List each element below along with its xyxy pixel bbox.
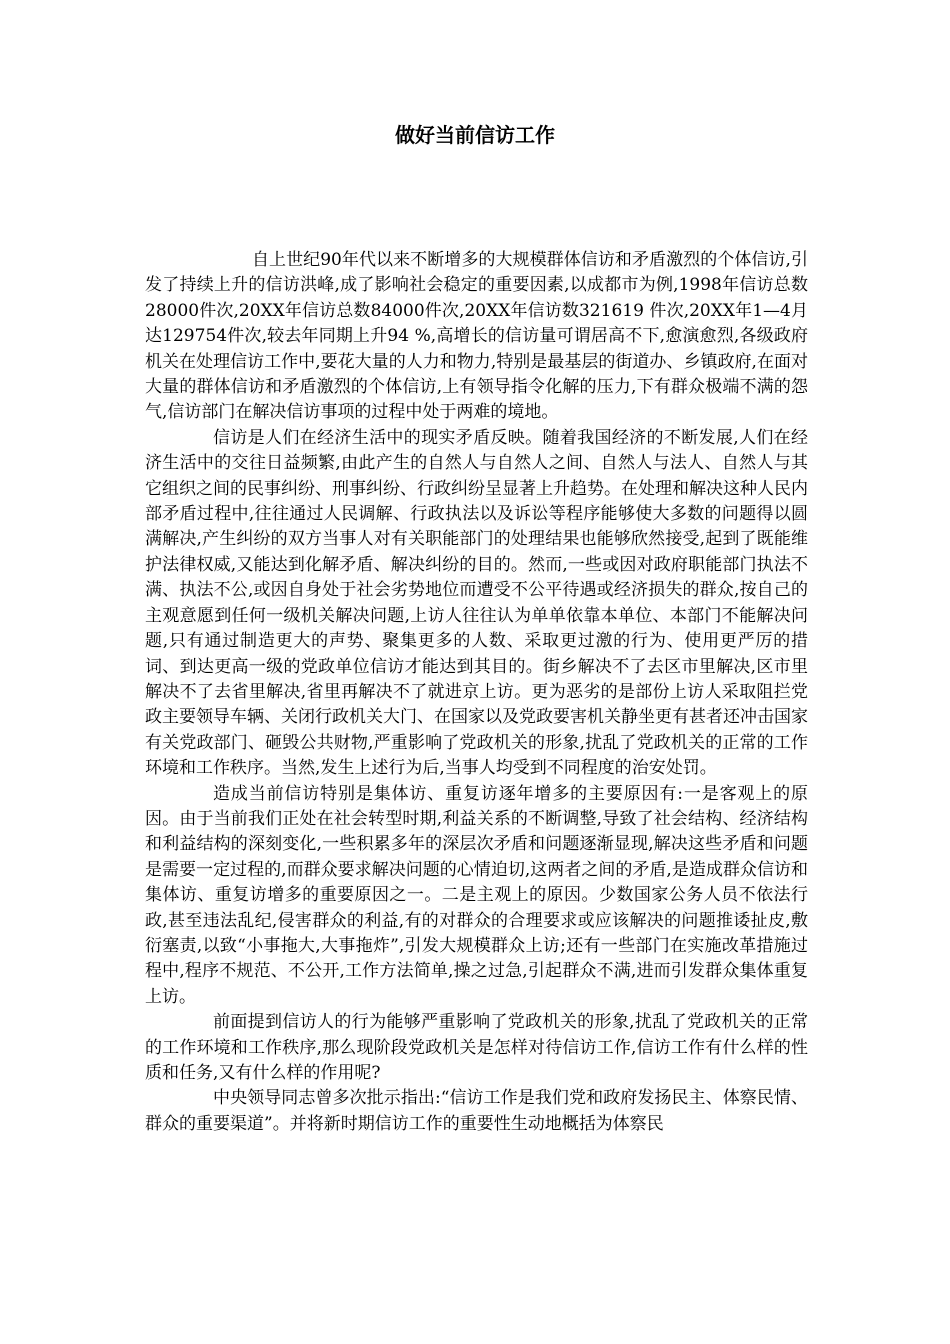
document-title: 做好当前信访工作 [395,123,555,147]
paragraph-4: 前面提到信访人的行为能够严重影响了党政机关的形象,扰乱了党政机关的正常的工作环境和工作秩序,那么现阶段党政机关是怎样对待信访工作,信访工作有什么样的性质和任务,又有什么样的作用呢? [145,1012,808,1083]
document-body [145,248,808,1137]
paragraph-5: 中央领导同志曾多次批示指出:“信访工作是我们党和政府发扬民主、体察民情、群众的重要渠道”。并将新时期信访工作的重要性生动地概括为体察民 [145,1088,808,1134]
paragraph-2: 信访是人们在经济生活中的现实矛盾反映。随着我国经济的不断发展,人们在经济生活中的交往日益频繁,由此产生的自然人与自然人之间、自然人与法人、自然人与其它组织之间的民事纠纷、刑事纠纷、行政纠纷呈显著上升趋势。在处理和解决这种人民内部矛盾过程中,往往通过人民调解、行政执法以及诉讼等程序能够使大多数的问题得以圆满解决,产生纠纷的双方当事人对有关职能部门的处理结果也能够欣然接受,起到了既能维护法律权威,又能达到化解矛盾、解决纠纷的目的。然而,一些或因对政府职能部门执法不满、执法不公,或因自身处于社会劣势地位而遭受不公平待遇或经济损失的群众,按自己的主观意愿到任何一级机关解决问题,上访人往往认为单单依靠本单位、本部门不能解决问题,只有通过制造更大的声势、聚集更多的人数、采取更过激的行为、使用更严厉的措词、到达更高一级的党政单位信访才能达到其目的。街乡解决不了去区市里解决,区市里解决不了去省里解决,省里再解决不了就进京上访。更为恶劣的是部份上访人采取阻拦党政主要领导车辆、关闭行政机关大门、在国家以及党政要害机关静坐更有甚者还冲击国家有关党政部门、砸毁公共财物,严重影响了党政机关的形象,扰乱了党政机关的正常的工作环境和工作秩序。当然,发生上述行为后,当事人均受到不同程度的治安处罚。 [145,427,808,779]
paragraph-1: 自上世纪90年代以来不断增多的大规模群体信访和矛盾激烈的个体信访,引发了持续上升的信访洪峰,成了影响社会稳定的重要因素,以成都市为例,1998年信访总数28000件次,20XX年信访总数84000件次,20XX年信访数321619 件次,20XX年1—4月达129754件次,较去年同期上升94 %,高增长的信访量可谓居高不下,愈演愈烈,各级政府机关在处理信访工作中,要花大量的人力和物力,特别是最基层的街道办、乡镇政府,在面对大量的群体信访和矛盾激烈的个体信访,上有领导指令化解的压力,下有群众极端不满的怨气,信访部门在解决信访事项的过程中处于两难的境地。 [145,250,808,423]
paragraph-3: 造成当前信访特别是集体访、重复访逐年增多的主要原因有:一是客观上的原因。由于当前我们正处在社会转型时期,利益关系的不断调整,导致了社会结构、经济结构和利益结构的深刻变化,一些积累多年的深层次矛盾和问题逐渐显现,解决这些矛盾和问题是需要一定过程的,而群众要求解决问题的心情迫切,这两者之间的矛盾,是造成群众信访和集体访、重复访增多的重要原因之一。二是主观上的原因。少数国家公务人员不依法行政,甚至违法乱纪,侵害群众的利益,有的对群众的合理要求或应该解决的问题推诿扯皮,敷衍塞责,以致“小事拖大,大事拖炸”,引发大规模群众上访;还有一些部门在实施改革措施过程中,程序不规范、不公开,工作方法简单,操之过急,引起群众不满,进而引发群众集体重复上访。 [145,783,808,1007]
